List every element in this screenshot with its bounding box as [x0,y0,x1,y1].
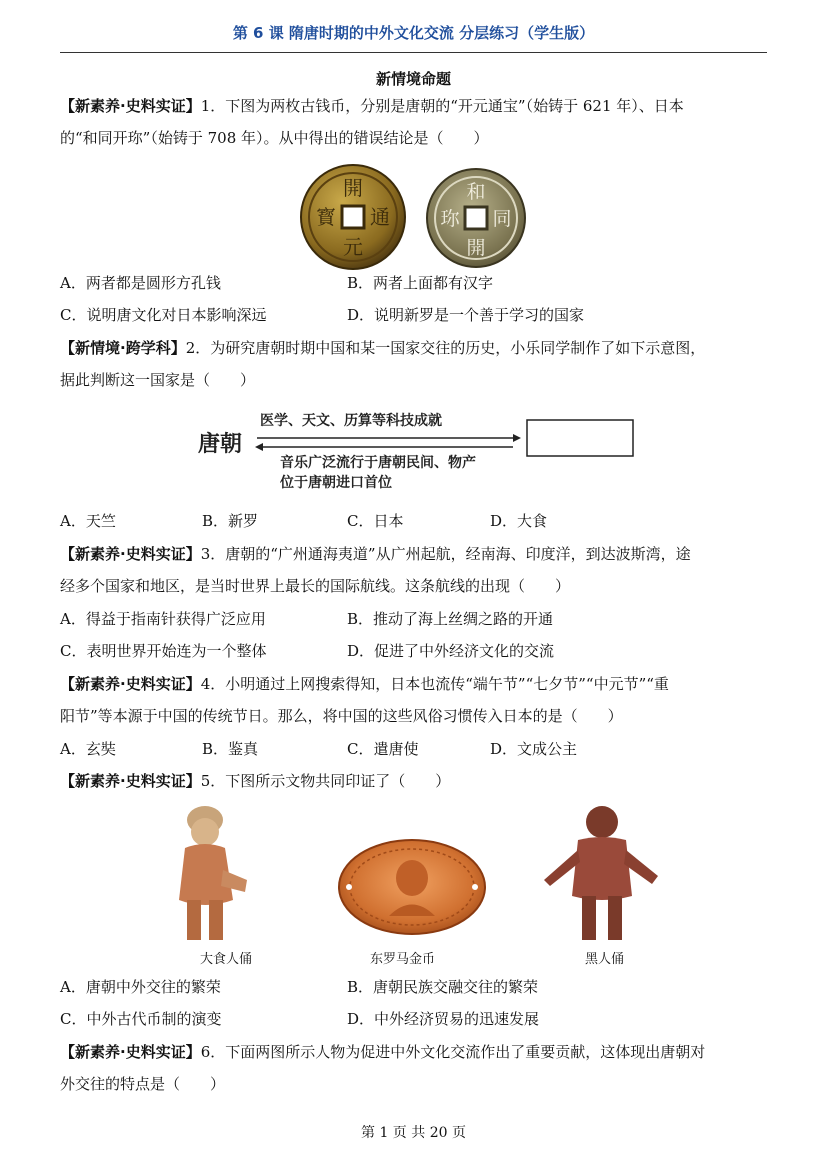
q5-stem-1: 5．下图所示文物共同印证了（ ） [200,772,451,790]
caption-arab-figurine: 大食人俑 [200,952,253,967]
q1-option-c[interactable]: C．说明唐文化对日本影响深远 [60,306,267,324]
q5-line1 [60,771,450,791]
q4-stem-2: 阳节”等本源于中国的传统节日。那么，将中国的这些风俗习惯传入日本的是（ ） [60,707,623,725]
q3-option-b[interactable]: B．推动了海上丝绸之路的开通 [347,610,554,628]
arrow-right-head [513,434,521,442]
arab-figurine-image [155,800,265,945]
q2-option-d[interactable]: D．大食 [490,512,548,530]
q6-stem-2: 外交往的特点是（ ） [60,1075,226,1093]
q3-option-c[interactable]: C．表明世界开始连为一个整体 [60,642,267,660]
coin2-char-top: 和 [466,181,486,203]
header-divider [60,52,767,53]
q1-tag: 【新素养·史料实证】 [60,97,201,115]
q5-option-d[interactable]: D．中外经济贸易的迅速发展 [347,1010,540,1028]
q2-option-b[interactable]: B．新罗 [202,512,259,530]
q2-tag: 【新情境·跨学科】 [60,339,186,357]
q1-stem-1: 1．下图为两枚古钱币，分别是唐朝的“开元通宝”（始铸于 621 年）、日本 [200,97,684,115]
q3-tag: 【新素养·史料实证】 [60,545,201,563]
byzantine-coin-image [337,838,487,936]
diagram-left-label: 唐朝 [198,432,243,457]
q2-stem-2: 据此判断这一国家是（ ） [60,371,256,389]
page-footer: 第 1 页 共 20 页 [361,1125,466,1141]
caption-black-figurine: 黑人俑 [585,952,625,967]
artifact-black-figurine [530,800,670,945]
q6-line1 [60,1042,705,1062]
q1-stem-2: 的“和同开珎”（始铸于 708 年）。从中得出的错误结论是（ ） [60,129,489,147]
q2-option-c[interactable]: C．日本 [347,512,404,530]
coin1-char-right: 通 [370,205,390,229]
q1-option-b[interactable]: B．两者上面都有汉字 [347,274,494,292]
q4-stem-1: 4．小明通过上网搜索得知，日本也流传“端午节”“七夕节”“中元节”“重 [200,675,669,693]
q5-tag: 【新素养·史料实证】 [60,772,201,790]
q6-tag: 【新素养·史料实证】 [60,1043,201,1061]
q1-option-a[interactable]: A．两者都是圆形方孔钱 [60,274,221,292]
diagram-bottom-text-2: 位于唐朝进口首位 [280,475,392,491]
coin1-char-bottom: 元 [343,235,363,259]
q4-option-b[interactable]: B．鉴真 [202,740,259,758]
q2-stem-1: 2．为研究唐朝时期中国和某一国家交往的历史，小乐同学制作了如下示意图， [185,339,706,357]
q2-diagram [195,405,640,500]
coin2-char-left: 珎 [440,208,460,230]
arrow-left-head [255,443,263,451]
q5-option-c[interactable]: C．中外古代币制的演变 [60,1010,222,1028]
q3-stem-1: 3．唐朝的“广州通海夷道”从广州起航，经南海、印度洋，到达波斯湾，途 [200,545,691,563]
q3-option-a[interactable]: A．得益于指南针获得广泛应用 [60,610,266,628]
black-figurine-image [530,800,670,945]
coin-wadokaichin [424,166,528,270]
q4-option-c[interactable]: C．遣唐使 [347,740,419,758]
coin2-char-right: 同 [492,208,512,230]
diagram-top-text: 医学、天文、历算等科技成就 [260,413,442,429]
section-title: 新情境命题 [375,70,451,88]
coin-kaiyuan-image [298,162,408,272]
coin1-char-left: 寳 [316,205,336,229]
coin-wadokaichin-image [424,166,528,270]
q4-line1 [60,674,669,694]
coin2-char-bottom: 開 [466,237,486,259]
q3-stem-2: 经多个国家和地区，是当时世界上最长的国际航线。这条航线的出现（ ） [60,577,571,595]
coin-kaiyuan-tongbao [298,162,408,272]
artifact-arab-figurine [155,800,265,945]
diagram-bottom-text-1: 音乐广泛流行于唐朝民间、物产 [280,455,476,471]
q5-option-b[interactable]: B．唐朝民族交融交往的繁荣 [347,978,539,996]
exchange-diagram [195,405,640,500]
q2-option-a[interactable]: A．天竺 [60,512,116,530]
q3-line1 [60,544,691,564]
page-header: 第 6 课 隋唐时期的中外文化交流 分层练习（学生版） [232,24,595,42]
q1-option-d[interactable]: D．说明新罗是一个善于学习的国家 [347,306,585,324]
q4-tag: 【新素养·史料实证】 [60,675,201,693]
caption-byzantine-coin: 东罗马金币 [370,952,436,967]
q5-option-a[interactable]: A．唐朝中外交往的繁荣 [60,978,221,996]
q2-line1 [60,338,705,358]
diagram-blank-box [527,420,633,456]
coin1-char-top: 開 [343,176,363,200]
q1-line1 [60,96,684,116]
q6-stem-1: 6．下面两图所示人物为促进中外文化交流作出了重要贡献，这体现出唐朝对 [200,1043,706,1061]
artifact-byzantine-coin [337,838,487,936]
q4-option-d[interactable]: D．文成公主 [490,740,578,758]
q3-option-d[interactable]: D．促进了中外经济文化的交流 [347,642,555,660]
q4-option-a[interactable]: A．玄奘 [60,740,116,758]
